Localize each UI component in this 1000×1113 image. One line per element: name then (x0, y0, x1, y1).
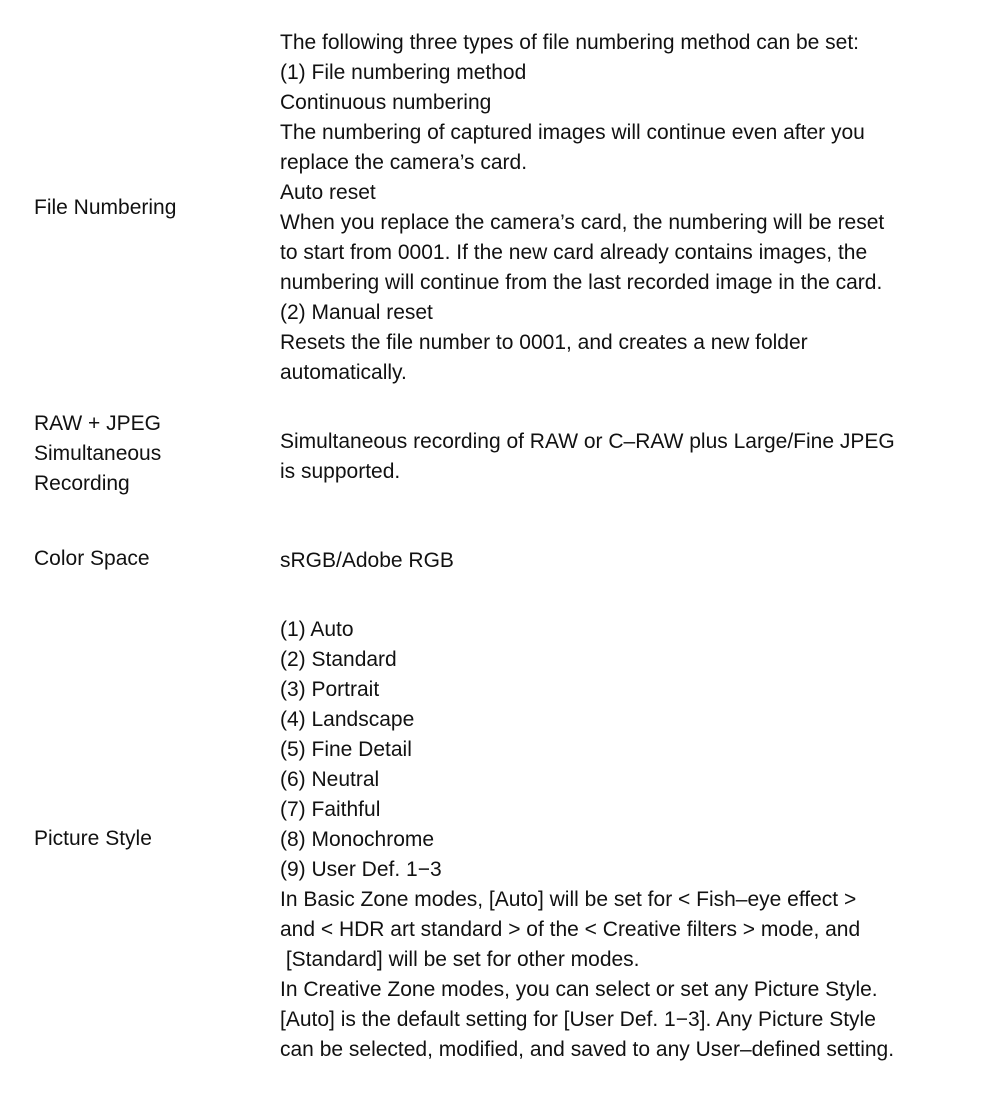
value-line: When you replace the camera’s card, the numbering will be reset (280, 211, 885, 234)
value-line: In Basic Zone modes, [Auto] will be set for < Fish–eye effect > (280, 888, 857, 911)
value-line: replace the camera’s card. (280, 151, 528, 174)
spec-value (280, 427, 980, 487)
spec-label (34, 193, 264, 223)
value-line: Simultaneous recording of RAW or C–RAW plus Large/Fine JPEG (280, 430, 895, 453)
spec-label (34, 544, 264, 574)
value-line: [Standard] will be set for other modes. (280, 948, 640, 971)
label-line: File Numbering (34, 196, 177, 219)
value-line: and < HDR art standard > of the < Creative filters > mode, and (280, 918, 861, 941)
value-line: numbering will continue from the last recorded image in the card. (280, 271, 883, 294)
spec-label (34, 409, 264, 499)
value-line: to start from 0001. If the new card already contains images, the (280, 241, 868, 264)
value-line: Auto reset (280, 181, 376, 204)
value-line: (6) Neutral (280, 768, 380, 791)
value-line: (8) Monochrome (280, 828, 435, 851)
label-line: Picture Style (34, 827, 152, 850)
spec-value (280, 546, 980, 576)
value-line: In Creative Zone modes, you can select or set any Picture Style. (280, 978, 878, 1001)
value-line: (1) Auto (280, 618, 354, 641)
value-line: (2) Manual reset (280, 301, 433, 324)
value-line: Resets the file number to 0001, and creates a new folder (280, 331, 808, 354)
value-line: (3) Portrait (280, 678, 380, 701)
label-line: RAW + JPEG (34, 412, 161, 435)
value-line: Continuous numbering (280, 91, 492, 114)
spec-label (34, 824, 264, 854)
label-line: Color Space (34, 547, 150, 570)
value-line: The numbering of captured images will continue even after you (280, 121, 865, 144)
value-line: (9) User Def. 1−3 (280, 858, 442, 881)
value-line: [Auto] is the default setting for [User Def. 1−3]. Any Picture Style (280, 1008, 876, 1031)
value-line: (5) Fine Detail (280, 738, 412, 761)
value-line: (2) Standard (280, 648, 397, 671)
value-line: The following three types of file numbering method can be set: (280, 31, 859, 54)
spec-value (280, 615, 980, 1065)
value-line: sRGB/Adobe RGB (280, 549, 454, 572)
label-line: Recording (34, 472, 130, 495)
value-line: automatically. (280, 361, 407, 384)
spec-value (280, 28, 980, 388)
value-line: (4) Landscape (280, 708, 415, 731)
value-line: is supported. (280, 460, 401, 483)
value-line: (1) File numbering method (280, 61, 527, 84)
label-line: Simultaneous (34, 442, 162, 465)
value-line: (7) Faithful (280, 798, 381, 821)
value-line: can be selected, modified, and saved to any User–defined setting. (280, 1038, 895, 1061)
